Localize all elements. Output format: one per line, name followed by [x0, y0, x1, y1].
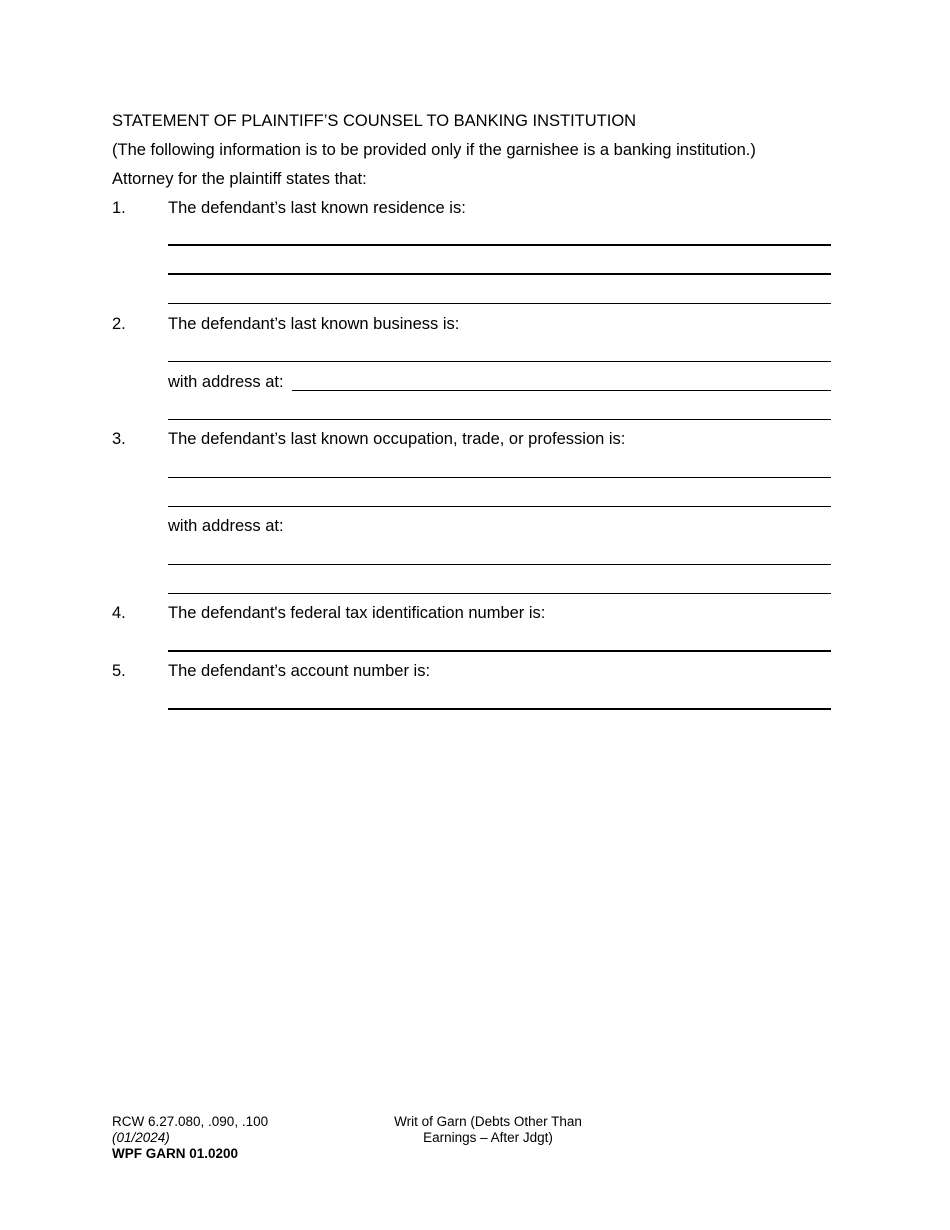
intro-statement: Attorney for the plaintiff states that: — [112, 170, 367, 188]
footer-form-id: WPF GARN 01.0200 — [112, 1146, 239, 1161]
item-residence-label: The defendant’s last known residence is: — [168, 199, 466, 217]
footer-form-name-line1: Writ of Garn (Debts Other Than — [394, 1114, 582, 1129]
residence-fill-line[interactable] — [168, 303, 831, 304]
occupation-address-label: with address at: — [168, 517, 284, 535]
business-fill-line[interactable] — [168, 361, 831, 362]
form-title: STATEMENT OF PLAINTIFF’S COUNSEL TO BANKING INSTITUTION — [112, 112, 637, 130]
item-number: 4. — [112, 604, 126, 622]
item-number: 3. — [112, 430, 126, 448]
occupation-fill-line[interactable] — [168, 506, 831, 507]
item-number: 5. — [112, 662, 126, 680]
tax-id-fill-line[interactable] — [168, 650, 831, 652]
item-account-label: The defendant’s account number is: — [168, 662, 431, 680]
residence-fill-line[interactable] — [168, 273, 831, 275]
item-business-label: The defendant’s last known business is: — [168, 315, 460, 333]
business-address-fill-line[interactable] — [292, 390, 831, 391]
instruction-note: (The following information is to be provided only if the garnishee is a banking institution.) — [112, 141, 756, 159]
business-address-label: with address at: — [168, 373, 284, 391]
item-tax-id-label: The defendant's federal tax identification number is: — [168, 604, 546, 622]
occupation-address-fill-line[interactable] — [168, 564, 831, 565]
item-number: 1. — [112, 199, 126, 217]
item-occupation-label: The defendant’s last known occupation, trade, or profession is: — [168, 430, 626, 448]
footer-date: (01/2024) — [112, 1130, 170, 1145]
footer-rcw: RCW 6.27.080, .090, .100 — [112, 1114, 269, 1129]
residence-fill-line[interactable] — [168, 244, 831, 246]
occupation-fill-line[interactable] — [168, 477, 831, 478]
occupation-address-fill-line[interactable] — [168, 593, 831, 594]
business-address-fill-line[interactable] — [168, 419, 831, 420]
footer-form-name-line2: Earnings – After Jdgt) — [423, 1130, 553, 1145]
account-fill-line[interactable] — [168, 708, 831, 710]
item-number: 2. — [112, 315, 126, 333]
